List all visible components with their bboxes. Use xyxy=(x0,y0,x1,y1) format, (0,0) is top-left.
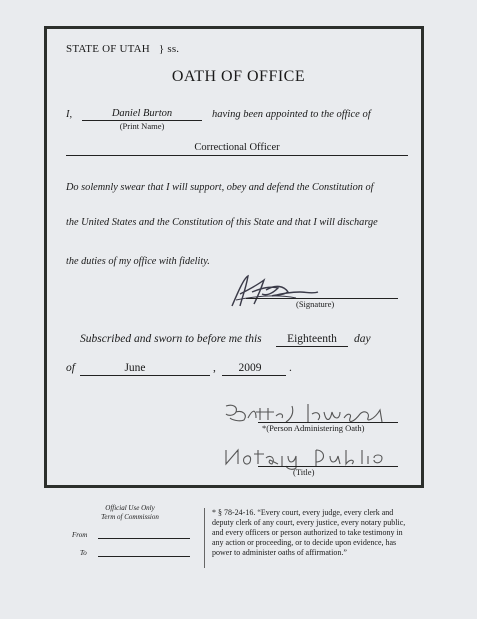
sworn-month: June xyxy=(124,362,146,374)
footer-divider xyxy=(204,508,205,568)
document-title: OATH OF OFFICE xyxy=(171,68,306,85)
day-suffix: day xyxy=(354,333,371,345)
sworn-day: Eighteenth xyxy=(287,333,337,345)
day-underline xyxy=(276,346,348,347)
state-heading xyxy=(66,43,179,55)
from-label: From xyxy=(72,531,88,539)
title-label: (Title) xyxy=(293,467,315,477)
print-name-label: (Print Name) xyxy=(119,121,165,131)
statute-line: power to administer oaths of affirmation.” xyxy=(212,548,347,557)
month-underline xyxy=(80,375,210,376)
oath-line-2: the United States and the Constitution of this State and that I will discharge xyxy=(66,217,378,228)
printed-name: Daniel Burton xyxy=(111,108,173,119)
sworn-prefix: Subscribed and sworn to before me this xyxy=(80,333,262,345)
administrator-label: *(Person Administering Oath) xyxy=(262,423,365,433)
office-underline xyxy=(66,155,408,156)
sworn-year: 2009 xyxy=(238,362,262,374)
year-underline xyxy=(222,375,286,376)
oath-line-1: Do solemnly swear that I will support, obey and defend the Constitution of xyxy=(66,182,374,193)
oath-line-3: the duties of my office with fidelity. xyxy=(66,256,210,267)
ss-label: } ss. xyxy=(158,43,180,55)
comma: , xyxy=(213,362,216,374)
appointed-text: having been appointed to the office of xyxy=(212,109,371,120)
title-underline xyxy=(258,466,398,467)
pronoun-i: I, xyxy=(66,109,73,120)
official-use-label: Official Use Only xyxy=(105,504,155,512)
term-label: Term of Commission xyxy=(101,513,159,521)
signature-label: (Signature) xyxy=(296,299,335,309)
to-label: To xyxy=(80,549,87,557)
statute-block xyxy=(212,508,405,558)
of-label: of xyxy=(66,362,75,374)
statute-line: deputy clerk of any court, every justice, every notary public, xyxy=(212,518,406,527)
statute-line: and every officers or person authorized to take testimony in xyxy=(212,528,403,537)
office-title: Correctional Officer xyxy=(194,142,280,153)
from-underline xyxy=(98,538,190,539)
statute-line: * § 78-24-16. “Every court, every judge, every clerk and xyxy=(212,508,394,517)
state-label: STATE OF UTAH xyxy=(66,43,150,55)
to-underline xyxy=(98,556,190,557)
period: . xyxy=(289,362,292,374)
statute-line: any action or proceeding, or to decide upon evidence, has xyxy=(212,538,397,547)
